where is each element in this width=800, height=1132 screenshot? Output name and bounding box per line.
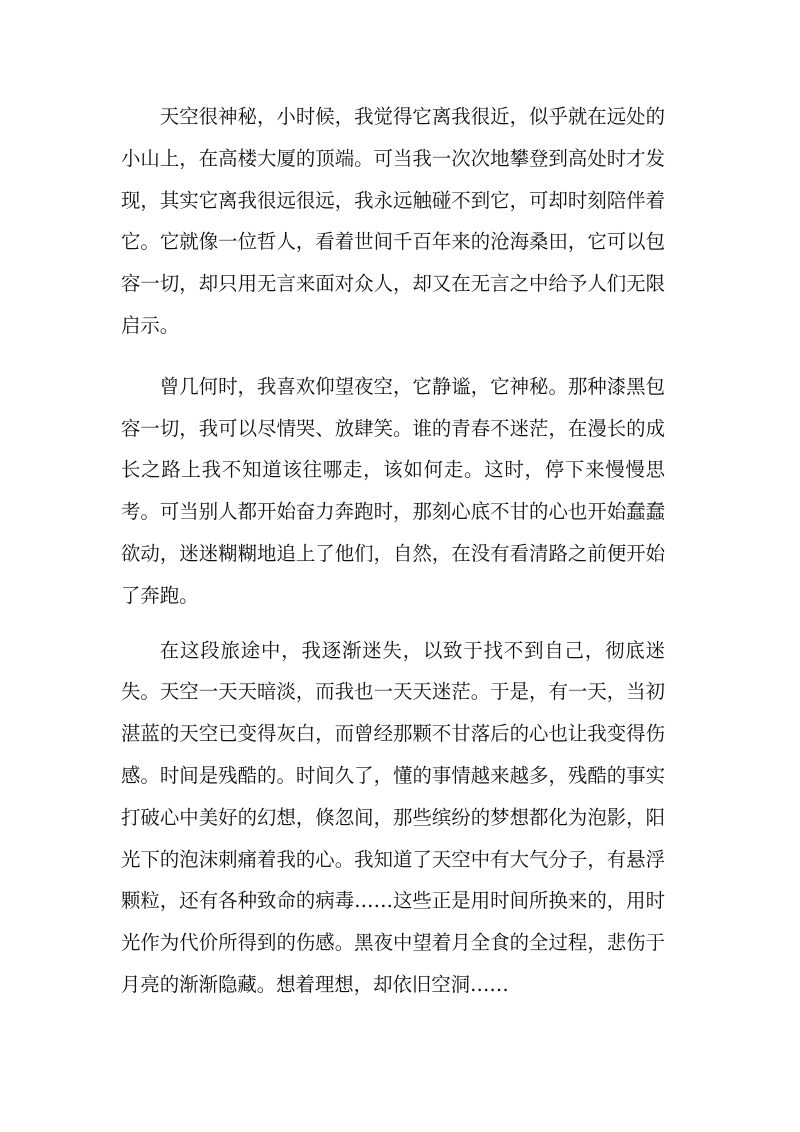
paragraph-3: 在这段旅途中，我逐渐迷失，以致于找不到自己，彻底迷失。天空一天天暗淡，而我也一天天迷茫。于是，有一天，当初湛蓝的天空已变得灰白，而曾经那颗不甘落后的心也让我变得伤感。时间是残酷的。时间久了，懂的事情越来越多，残酷的事实打破心中美好的幻想，倏忽间，那些缤纷的梦想都化为泡影，阳光下的泡沫刺痛着我的心。我知道了天空中有大气分子，有悬浮颗粒，还有各种致命的病毒……这些正是用时间所换来的，用时光作为代价所得到的伤感。黑夜中望着月全食的全过程，悲伤于月亮的渐渐隐藏。想着理想，却依旧空洞…… (121, 638, 665, 996)
paragraph-2: 曾几何时，我喜欢仰望夜空，它静谧，它神秘。那种漆黑包容一切，我可以尽情哭、放肆笑。谁的青春不迷茫，在漫长的成长之路上我不知道该往哪走，该如何走。这时，停下来慢慢思考。可当别人都开始奋力奔跑时，那刻心底不甘的心也开始蠢蠢欲动，迷迷糊糊地追上了他们，自然，在没有看清路之前便开始了奔跑。 (121, 374, 665, 607)
document-page (121, 96, 665, 1006)
paragraph-1: 天空很神秘，小时候，我觉得它离我很近，似乎就在远处的小山上，在高楼大厦的顶端。可当我一次次地攀登到高处时才发现，其实它离我很远很远，我永远触碰不到它，可却时刻陪伴着它。它就像一位哲人，看着世间千百年来的沧海桑田，它可以包容一切，却只用无言来面对众人，却又在无言之中给予人们无限启示。 (121, 105, 665, 337)
